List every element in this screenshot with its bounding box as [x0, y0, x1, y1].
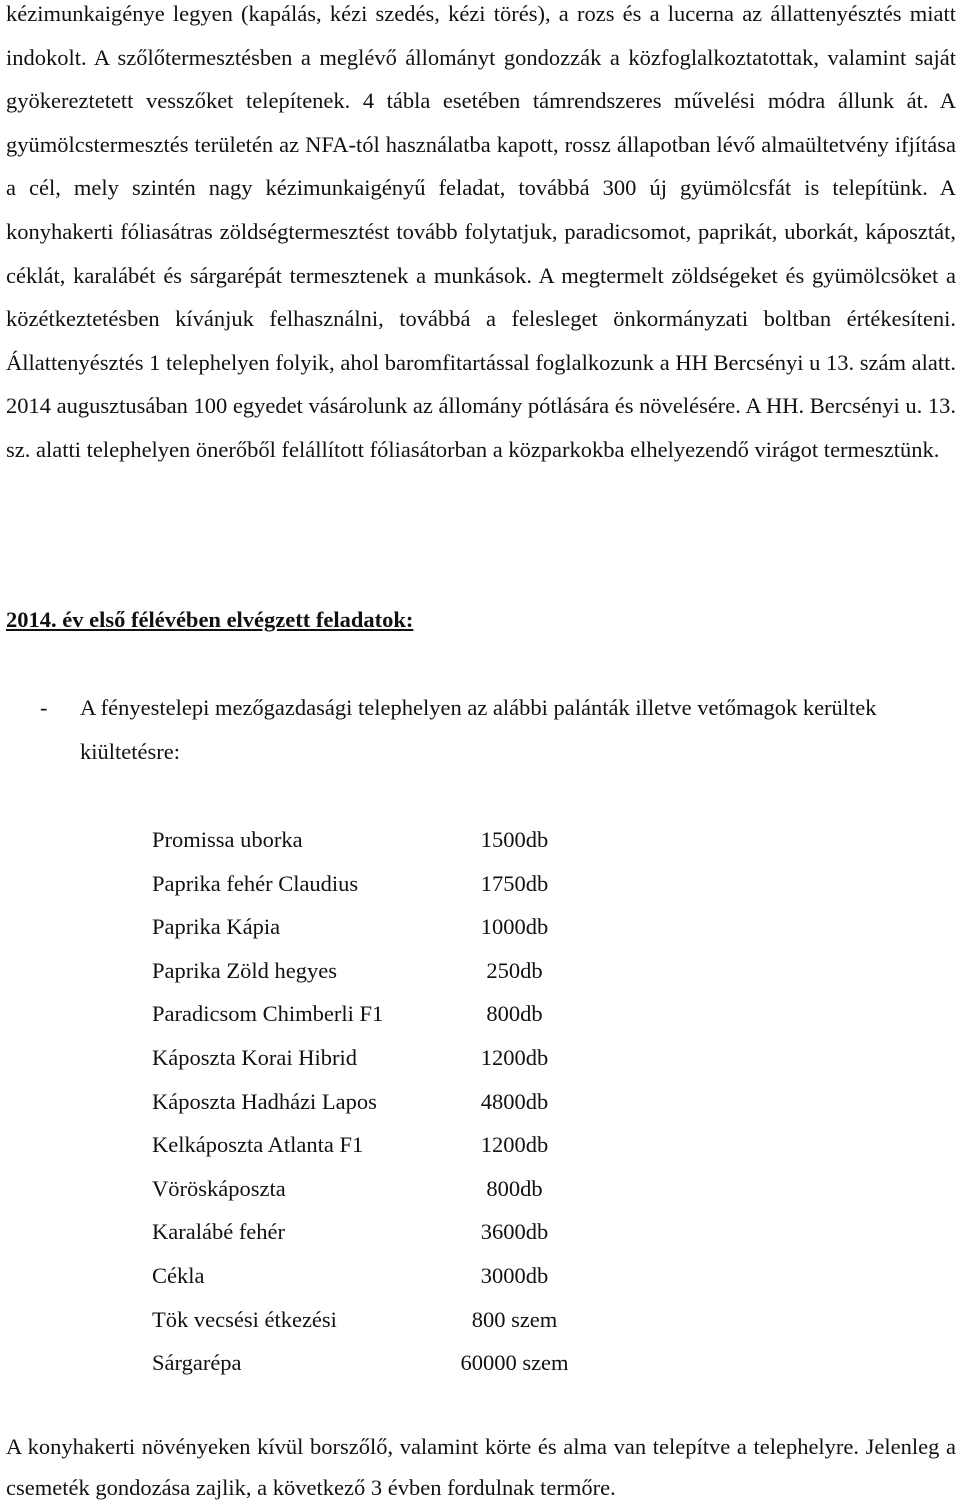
plant-quantity: 800db — [486, 1001, 543, 1027]
section-heading: 2014. év első félévében elvégzett feladatok: — [6, 607, 414, 632]
plant-name: Paradicsom Chimberli F1 — [152, 1001, 384, 1027]
table-row — [152, 949, 577, 993]
plant-quantity: 1200db — [480, 1132, 549, 1158]
intro-paragraph: kézimunkaigénye legyen (kapálás, kézi szedés, kézi törés), a rozs és a lucerna az állattenyésztés miatt indokolt. A szőlőtermesztésben a meglévő állományt gondozzák a közfoglalkoztatottak, valamint saját gyökereztetett vesszőket telepítenek. 4 tábla esetében támrendszeres művelési módra állunk át. A gyümölcstermesztés területén az NFA-tól használatba kapott, rossz állapotban lévő almaültetvény ifjítása a cél, mely szintén nagy kézimunkaigényű feladat, továbbá 300 új gyümölcsfát is telepítünk. A konyhakerti fóliasátras zöldségtermesztést tovább folytatjuk, paradicsomot, paprikát, uborkát, káposztát, céklát, karalábét és sárgarépát termesztenek a munkások. A megtermelt zöldségeket és gyümölcsöket a közétkeztetésben kívánjuk felhasználni, továbbá a felesleget önkormányzati boltban értékesíteni. Állattenyésztés 1 telephelyen folyik, ahol baromfitartással foglalkozunk a HH Bercsényi u 13. szám alatt. 2014 augusztusában 100 egyedet vásárolunk az állomány pótlására és növelésére. A HH. Bercsényi u. 13. sz. alatti telephelyen önerőből felállított fóliasátorban a közparkokba elhelyezendő virágot termesztünk. — [6, 1, 956, 462]
table-row — [152, 1080, 577, 1124]
plant-name: Káposzta Hadházi Lapos — [152, 1088, 377, 1114]
plant-name: Cékla — [152, 1262, 205, 1288]
list-bullet: - — [40, 695, 48, 720]
plant-name: Karalábé fehér — [152, 1219, 286, 1245]
table-row — [152, 818, 577, 862]
table-row — [152, 1341, 577, 1385]
plant-name: Kelkáposzta Atlanta F1 — [152, 1132, 364, 1158]
plant-quantity: 4800db — [480, 1088, 549, 1114]
plant-quantity-table — [152, 818, 577, 1385]
table-row — [152, 905, 577, 949]
table-row — [152, 1036, 577, 1080]
table-row — [152, 1254, 577, 1298]
plant-name: Tök vecsési étkezési — [152, 1306, 337, 1332]
list-item-text: A fényestelepi mezőgazdasági telephelyen az alábbi palánták illetve vetőmagok kerültek kiültetésre: — [80, 695, 877, 764]
plant-quantity: 3600db — [480, 1219, 549, 1245]
plant-quantity: 3000db — [480, 1262, 549, 1288]
table-row — [152, 1298, 577, 1342]
plant-quantity: 60000 szem — [460, 1350, 569, 1376]
plant-quantity: 1000db — [480, 914, 549, 940]
table-row — [152, 1210, 577, 1254]
plant-name: Sárgarépa — [152, 1350, 242, 1376]
plant-name: Káposzta Korai Hibrid — [152, 1044, 357, 1070]
plant-quantity: 1200db — [480, 1044, 549, 1070]
plant-quantity: 1500db — [480, 827, 549, 852]
plant-quantity: 250db — [486, 957, 543, 983]
plant-name: Vöröskáposzta — [152, 1175, 286, 1201]
plant-name: Paprika Zöld hegyes — [152, 957, 337, 983]
plant-name: Paprika fehér Claudius — [152, 870, 359, 896]
plant-name: Promissa uborka — [152, 827, 303, 852]
plant-name: Paprika Kápia — [152, 914, 281, 940]
plant-quantity: 800db — [486, 1175, 543, 1201]
plant-quantity: 1750db — [480, 870, 549, 896]
table-row — [152, 992, 577, 1036]
closing-paragraph: A konyhakerti növényeken kívül borszőlő, valamint körte és alma van telepítve a telephelyre. Jelenleg a csemeték gondozása zajlik, a következő 3 évben fordulnak termőre. — [6, 1434, 956, 1500]
table-row — [152, 862, 577, 906]
plant-quantity: 800 szem — [471, 1306, 558, 1332]
table-row — [152, 1123, 577, 1167]
table-row — [152, 1167, 577, 1211]
